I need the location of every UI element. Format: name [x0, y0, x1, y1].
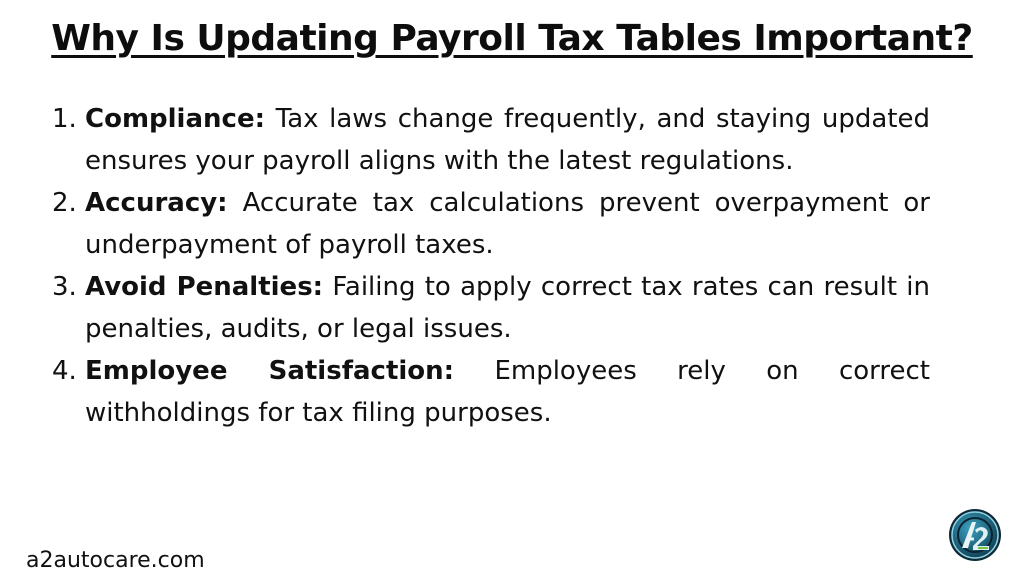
list-item-number: 3.	[52, 272, 77, 302]
list-item-number: 1.	[52, 104, 77, 134]
list-item-number: 2.	[52, 188, 77, 218]
list-item-body	[85, 350, 930, 434]
list-item-term: Employee Satisfaction:	[85, 356, 455, 386]
list-item	[52, 182, 930, 266]
list-item	[52, 98, 930, 182]
list-item	[52, 350, 930, 434]
list-item-text: Failing to apply correct tax rates can result in penalties, audits, or legal issues.	[85, 272, 930, 344]
list-item-number: 4.	[52, 356, 77, 386]
a2-logo-icon	[948, 508, 1002, 562]
list-item-body	[85, 266, 930, 350]
list-item-text: Employees rely on correct withholdings for tax filing purposes.	[85, 356, 931, 428]
list-item-body	[85, 98, 930, 182]
list-item-term: Accuracy:	[85, 188, 228, 218]
list-item-term: Avoid Penalties:	[85, 272, 324, 302]
list-item	[52, 266, 930, 350]
footer-website: a2autocare.com	[26, 548, 205, 573]
list-item-term: Compliance:	[85, 104, 265, 134]
list-item-body	[85, 182, 930, 266]
list-item-text: Accurate tax calculations prevent overpayment or underpayment of payroll taxes.	[85, 188, 930, 260]
list-item-text: Tax laws change frequently, and staying updated ensures your payroll aligns with the latest regulations.	[85, 104, 931, 176]
page-title: Why Is Updating Payroll Tax Tables Important?	[51, 18, 973, 59]
reasons-list	[52, 98, 930, 434]
